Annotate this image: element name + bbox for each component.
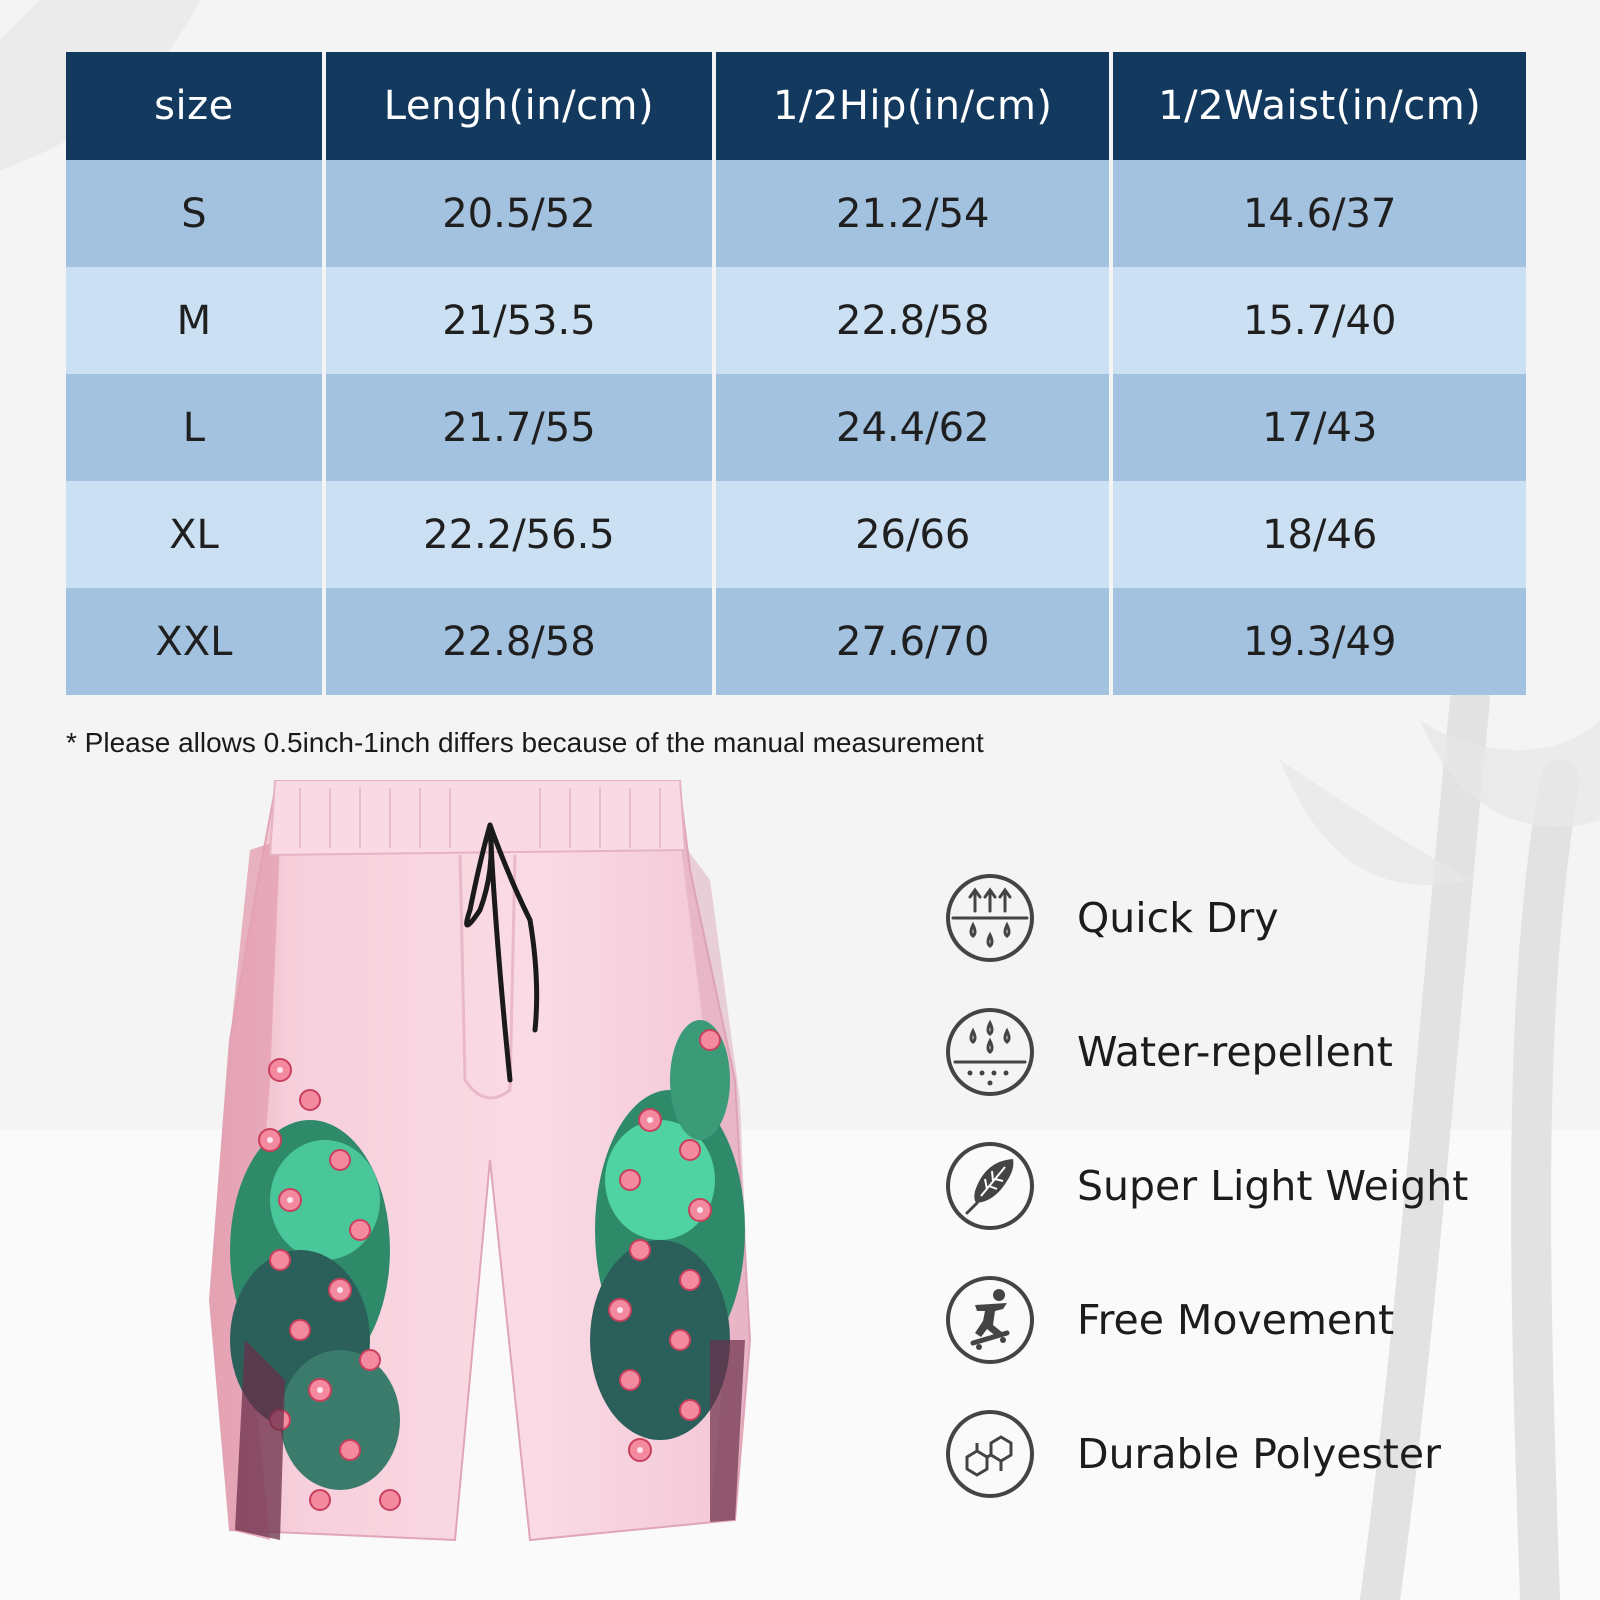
cell-half-waist: 19.3/49 — [1113, 588, 1526, 695]
cell-length: 20.5/52 — [326, 160, 712, 267]
table-row — [66, 481, 1526, 588]
cell-half-waist: 17/43 — [1113, 374, 1526, 481]
feature-quick-dry — [945, 870, 1565, 966]
cell-half-waist: 15.7/40 — [1113, 267, 1526, 374]
header-length: Lengh(in/cm) — [326, 52, 712, 160]
measurement-note: * Please allows 0.5inch-1inch differs because of the manual measurement — [66, 727, 984, 758]
water-repellent-icon — [945, 1007, 1035, 1097]
feature-super-light-weight — [945, 1138, 1565, 1234]
feature-durable-polyester — [945, 1406, 1565, 1502]
cell-length: 21.7/55 — [326, 374, 712, 481]
shorts-product-image — [190, 780, 790, 1580]
feather-icon — [945, 1141, 1035, 1231]
header-size: size — [66, 52, 322, 160]
feature-label: Free Movement — [1077, 1296, 1395, 1344]
molecule-icon — [945, 1409, 1035, 1499]
feature-water-repellent — [945, 1004, 1565, 1100]
cell-size: S — [66, 160, 322, 267]
size-chart-table — [62, 52, 1530, 695]
cell-half-waist: 14.6/37 — [1113, 160, 1526, 267]
cell-size: XL — [66, 481, 322, 588]
table-row — [66, 160, 1526, 267]
feature-label: Durable Polyester — [1077, 1430, 1441, 1478]
quick-dry-icon — [945, 873, 1035, 963]
cell-half-hip: 21.2/54 — [716, 160, 1109, 267]
feature-label: Quick Dry — [1077, 894, 1279, 942]
feature-label: Water-repellent — [1077, 1028, 1393, 1076]
cell-length: 22.8/58 — [326, 588, 712, 695]
feature-label: Super Light Weight — [1077, 1162, 1469, 1210]
cell-size: XXL — [66, 588, 322, 695]
cell-half-hip: 24.4/62 — [716, 374, 1109, 481]
table-row — [66, 374, 1526, 481]
header-half-hip: 1/2Hip(in/cm) — [716, 52, 1109, 160]
table-header-row — [66, 52, 1526, 160]
cell-half-hip: 26/66 — [716, 481, 1109, 588]
feature-free-movement — [945, 1272, 1565, 1368]
cell-half-hip: 22.8/58 — [716, 267, 1109, 374]
header-half-waist: 1/2Waist(in/cm) — [1113, 52, 1526, 160]
cell-length: 21/53.5 — [326, 267, 712, 374]
cell-size: L — [66, 374, 322, 481]
cell-half-waist: 18/46 — [1113, 481, 1526, 588]
cell-half-hip: 27.6/70 — [716, 588, 1109, 695]
cell-size: M — [66, 267, 322, 374]
skater-icon — [945, 1275, 1035, 1365]
table-row — [66, 267, 1526, 374]
cell-length: 22.2/56.5 — [326, 481, 712, 588]
table-row — [66, 588, 1526, 695]
